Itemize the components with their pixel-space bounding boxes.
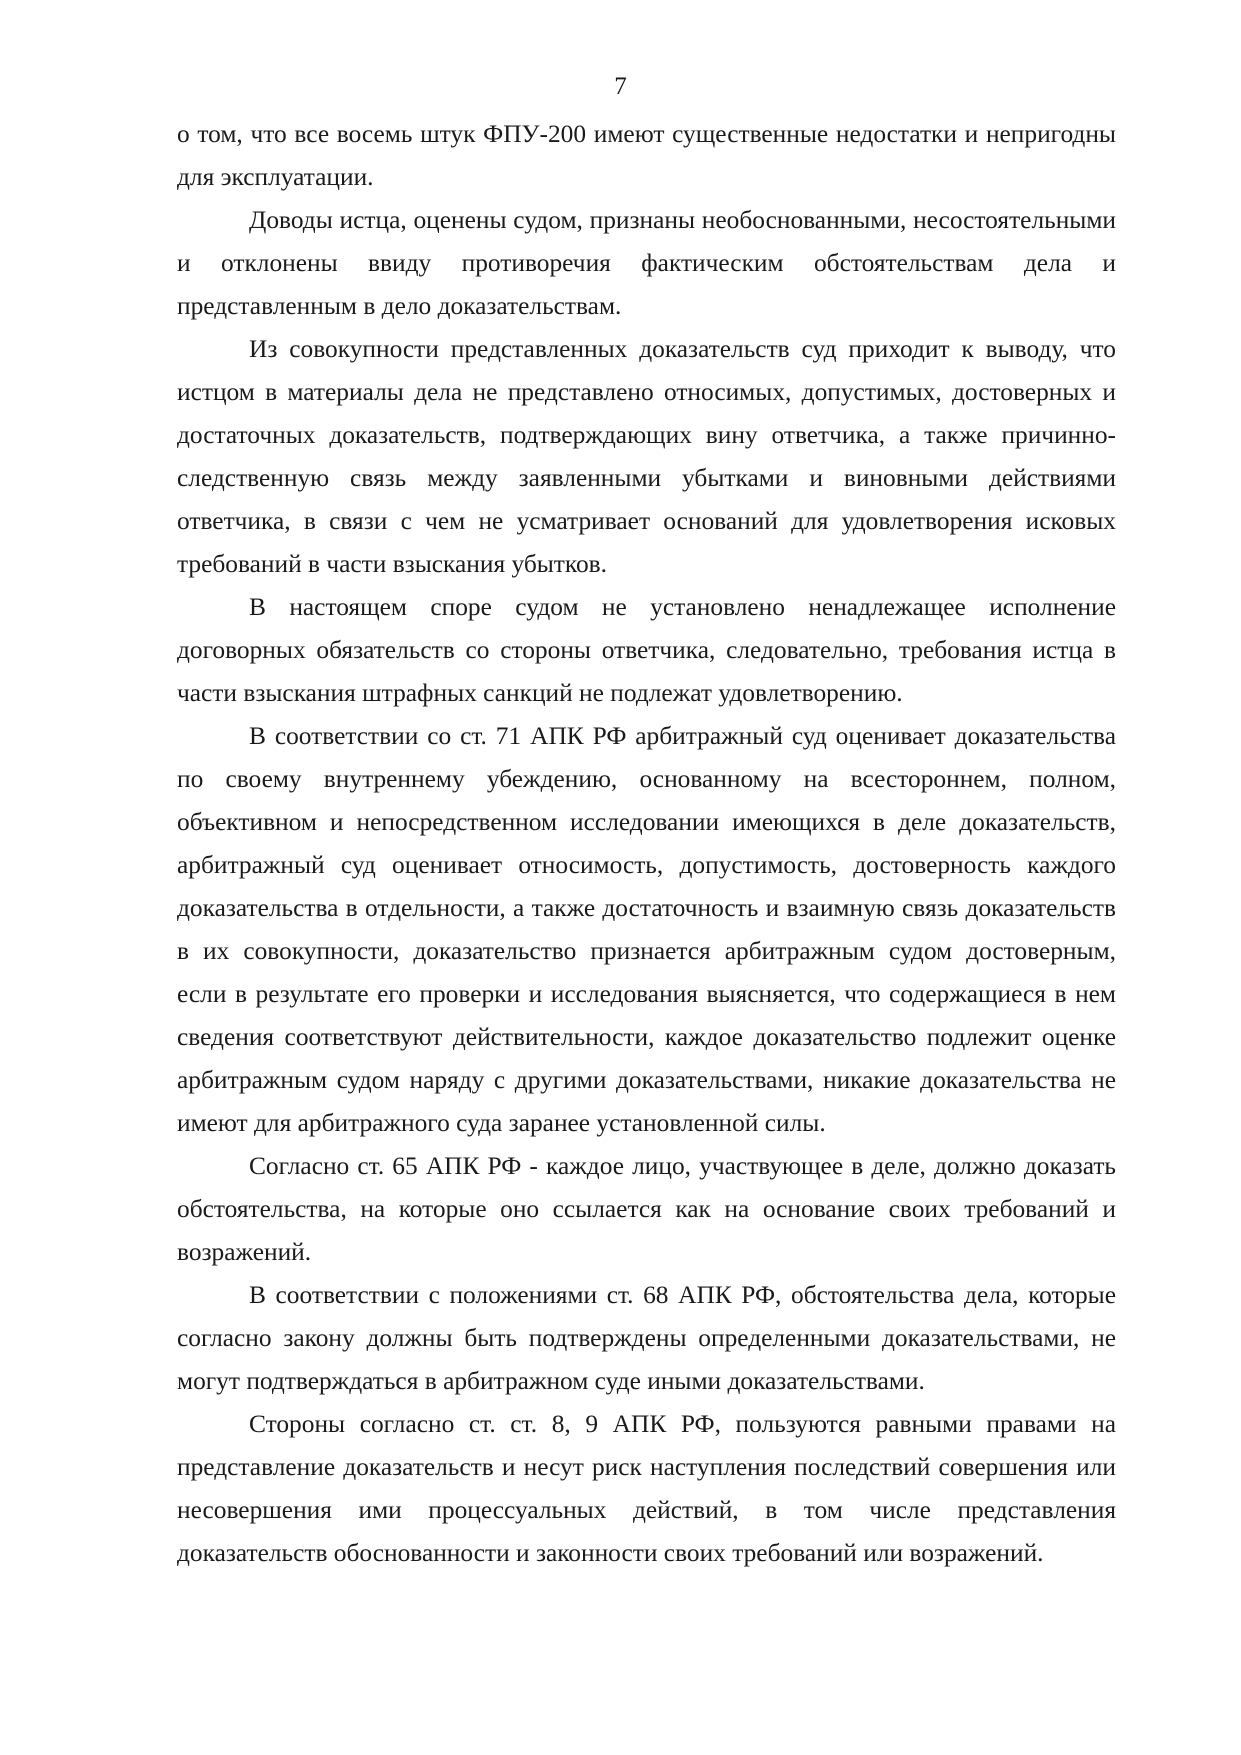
paragraph-continued: о том, что все восемь штук ФПУ-200 имеют существенные недостатки и непригодны для эксплуатации. — [177, 120, 1116, 191]
paragraph-penalties: В настоящем споре судом не установлено ненадлежащее исполнение договорных обязательств со стороны ответчика, следовательно, требования истца в части взыскания штрафных санкций не подлежат удовлетворению. — [177, 593, 1116, 707]
paragraph-articles-8-9: Стороны согласно ст. ст. 8, 9 АПК РФ, пользуются равными правами на представление доказательств и несут риск наступления последствий совершения или несовершения ими процессуальных действий, в том числе представления доказательств обоснованности и законности своих требований или возражений. — [177, 1410, 1116, 1567]
paragraph-court-conclusion: Из совокупности представленных доказательств суд приходит к выводу, что истцом в материалы дела не представлено относимых, допустимых, достоверных и достаточных доказательств, подтверждающих вину ответчика, а также причинно-следственную связь между заявленными убытками и виновными действиями ответчика, в связи с чем не усматривает оснований для удовлетворения исковых требований в части взыскания убытков. — [177, 335, 1116, 578]
page-number: 7 — [614, 73, 627, 100]
document-body — [177, 113, 1116, 1575]
paragraph-article-71: В соответствии со ст. 71 АПК РФ арбитражный суд оценивает доказательства по своему внутреннему убеждению, основанному на всестороннем, полном, объективном и непосредственном исследовании имеющихся в деле доказательств, арбитражный суд оценивает относимость, допустимость, достоверность каждого доказательства в отдельности, а также достаточность и взаимную связь доказательств в их совокупности, доказательство признается арбитражным судом достоверным, если в результате его проверки и исследования выясняется, что содержащиеся в нем сведения соответствуют действительности, каждое доказательство подлежит оценке арбитражным судом наряду с другими доказательствами, никакие доказательства не имеют для арбитражного суда заранее установленной силы. — [177, 722, 1116, 1137]
paragraph-article-68: В соответствии с положениями ст. 68 АПК РФ, обстоятельства дела, которые согласно закону должны быть подтверждены определенными доказательствами, не могут подтверждаться в арбитражном суде иными доказательствами. — [177, 1281, 1116, 1395]
paragraph-plaintiff-arguments: Доводы истца, оценены судом, признаны необоснованными, несостоятельными и отклонены ввиду противоречия фактическим обстоятельствам дела и представленным в дело доказательствам. — [177, 206, 1116, 320]
paragraph-article-65: Согласно ст. 65 АПК РФ - каждое лицо, участвующее в деле, должно доказать обстоятельства, на которые оно ссылается как на основание своих требований и возражений. — [177, 1152, 1116, 1266]
